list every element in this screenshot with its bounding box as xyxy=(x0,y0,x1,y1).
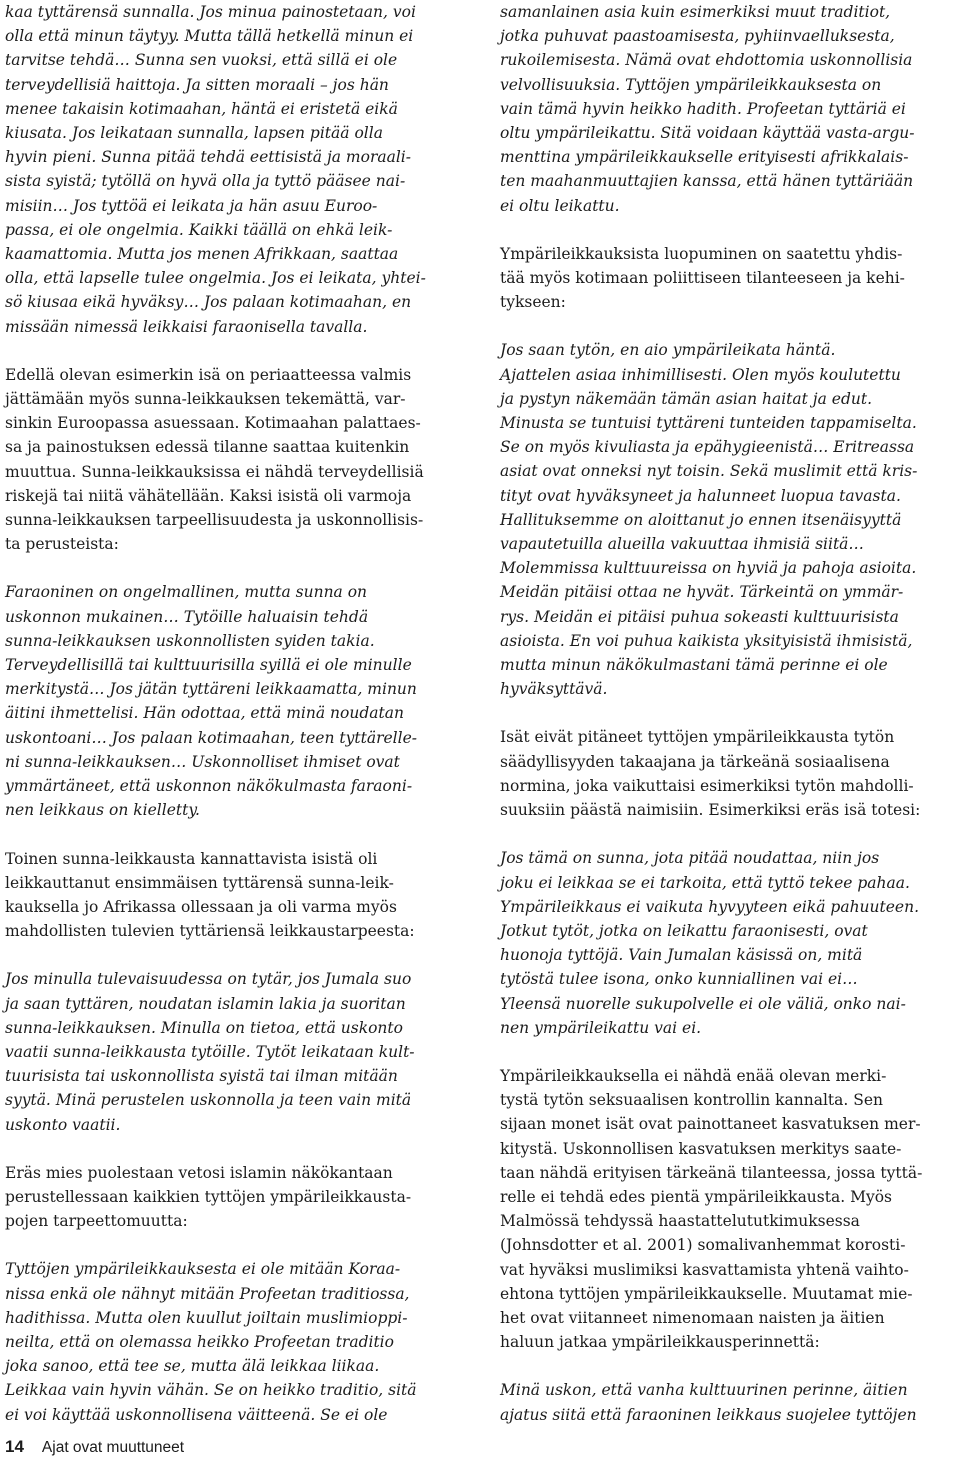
text-line: Jos tämä on sunna, jota pitää noudattaa, niin jos xyxy=(500,849,880,868)
text-line: uskonto vaatii. xyxy=(5,1115,121,1134)
text-line: tuurisista tai uskonnollista syistä tai ilman mitään xyxy=(5,1067,398,1086)
text-line: Malmössä tehdyssä haastattelututkimuksessa xyxy=(500,1212,860,1231)
text-line: tytöstä tulee isona, onko kunniallinen vai ei… xyxy=(500,970,858,989)
text-line: Minusta se tuntuisi tyttäreni tunteiden tappamiselta. xyxy=(500,414,917,433)
text-line: passa, ei ole ongelmia. Kaikki täällä on ehkä leik- xyxy=(5,220,393,239)
text-line: sunna-leikkauksen uskonnollisten syiden takia. xyxy=(5,631,375,650)
text-line: muuttua. Sunna-leikkauksissa ei nähdä terveydellisiä xyxy=(5,462,424,481)
text-line: mutta minun näkökulmastani tämä perinne ei ole xyxy=(500,656,888,675)
text-line: Hallituksemme on aloittanut jo ennen itsenäisyyttä xyxy=(500,510,902,529)
block-quote xyxy=(500,846,956,1040)
text-line: kaa tyttärensä sunnalla. Jos minua painostetaan, voi xyxy=(5,3,416,21)
body-paragraph xyxy=(500,1064,956,1354)
text-line: kiusata. Jos leikataan sunnalla, lapsen pitää olla xyxy=(5,124,383,143)
text-line: nen leikkaus on kielletty. xyxy=(5,801,200,820)
text-line: neilta, että on olemassa heikko Profeetan traditio xyxy=(5,1332,394,1351)
body-paragraph xyxy=(500,725,956,822)
text-line: Faraoninen on ongelmallinen, mutta sunna on xyxy=(5,583,368,602)
text-line: oltu ympärileikattu. Sitä voidaan käyttää vasta-argu- xyxy=(500,124,915,143)
text-line: Toinen sunna-leikkausta kannattavista isistä oli xyxy=(5,849,378,868)
text-line: Ajattelen asiaa inhimillisesti. Olen myös koulutettu xyxy=(500,365,901,384)
text-line: missään nimessä leikkaisi faraonisella tavalla. xyxy=(5,317,368,336)
text-line: vat hyväksi muslimiksi kasvattamista yhtenä vaihto- xyxy=(500,1260,909,1279)
publication-title: Ajat ovat muuttuneet xyxy=(41,1439,185,1456)
text-line: uskontoani… Jos palaan kotimaahan, teen tyttärelle- xyxy=(5,728,417,747)
left-column xyxy=(5,0,461,1451)
text-line: asioista. En voi puhua kaikista yksityisistä ihmisistä, xyxy=(500,631,913,650)
text-line: merkitystä… Jos jätän tyttäreni leikkaamatta, minun xyxy=(5,680,417,699)
text-line: menttina ympärileikkaukselle erityisesti afrikkalais- xyxy=(500,148,909,167)
text-line: sunna-leikkauksen tarpeellisuudesta ja uskonnollisis- xyxy=(5,511,424,530)
block-quote xyxy=(5,1257,461,1426)
text-line: hyväksyttävä. xyxy=(500,680,608,699)
body-paragraph xyxy=(5,847,461,944)
text-line: tykseen: xyxy=(500,293,566,312)
block-quote xyxy=(500,338,956,701)
text-line: leikkauttanut ensimmäisen tyttärensä sunna-leik- xyxy=(5,873,394,892)
text-line: ja pystyn näkemään tämän asian haitat ja edut. xyxy=(500,389,873,408)
text-line: uskonnon mukainen… Tytöille haluaisin tehdä xyxy=(5,607,369,626)
block-quote xyxy=(500,0,956,218)
text-line: ni sunna-leikkauksen… Uskonnolliset ihmiset ovat xyxy=(5,752,400,771)
text-line: Molemmissa kulttuureissa on hyviä ja pahoja asioita. xyxy=(500,559,917,578)
text-line: relle ei tehdä edes pientä ympärileikkausta. Myös xyxy=(500,1187,892,1206)
text-line: sö kiusaa eikä hyväksy… Jos palaan kotimaahan, en xyxy=(5,293,412,312)
text-line: Yleensä nuorelle sukupolvelle ei ole väliä, onko nai- xyxy=(500,994,906,1013)
text-line: sunna-leikkauksen. Minulla on tietoa, että uskonto xyxy=(5,1018,403,1037)
block-quote xyxy=(500,1378,956,1426)
text-line: Leikkaa vain hyvin vähän. Se on heikko traditio, sitä xyxy=(5,1381,417,1400)
text-line: rys. Meidän ei pitäisi puhua sokeasti kulttuurisista xyxy=(500,607,899,626)
text-line: jotka puhuvat paastoamisesta, pyhiinvaelluksesta, xyxy=(500,27,895,46)
text-line: menee takaisin kotimaahan, häntä ei eristetä eikä xyxy=(5,99,398,118)
text-line: perustellessaan kaikkien tyttöjen ympärileikkausta- xyxy=(5,1187,412,1206)
text-line: joku ei leikkaa se ei tarkoita, että tyttö tekee pahaa. xyxy=(500,873,910,892)
text-line: hyvin pieni. Sunna pitää tehdä eettisistä ja moraali- xyxy=(5,148,412,167)
text-line: olla, että lapselle tulee ongelmia. Jos ei leikata, yhtei- xyxy=(5,269,426,288)
text-line: huonoja tyttöjä. Vain Jumalan käsissä on, mitä xyxy=(500,946,863,965)
text-line: äitini ihmettelisi. Hän odottaa, että minä noudatan xyxy=(5,704,404,723)
text-line: kitystä. Uskonnollisen kasvatuksen merkitys saate- xyxy=(500,1139,902,1158)
text-line: olla että minun täytyy. Mutta tällä hetkellä minun ei xyxy=(5,27,414,46)
block-quote xyxy=(5,0,461,339)
text-line: pojen tarpeettomuutta: xyxy=(5,1212,188,1231)
text-line: (Johnsdotter et al. 2001) somalivanhemmat korosti- xyxy=(500,1236,906,1255)
text-line: vain tämä hyvin heikko hadith. Profeetan tyttäriä ei xyxy=(500,99,906,118)
text-line: sista syistä; tytöllä on hyvä olla ja tyttö pääsee nai- xyxy=(5,172,406,191)
text-line: joka sanoo, että tee se, mutta älä leikkaa liikaa. xyxy=(5,1357,380,1376)
body-paragraph xyxy=(5,1161,461,1234)
text-line: ajatus siitä että faraoninen leikkaus suojelee tyttöjen xyxy=(500,1405,917,1424)
text-line: hadithissa. Mutta olen kuullut joiltain muslimioppi- xyxy=(5,1308,408,1327)
text-line: tityt ovat hyväksyneet ja halunneet luopua tavasta. xyxy=(500,486,901,505)
text-line: asiat ovat onneksi nyt toisin. Sekä muslimit että kris- xyxy=(500,462,918,481)
text-line: mahdollisten tulevien tyttäriensä leikkaustarpeesta: xyxy=(5,922,415,941)
text-line: tää myös kotimaan poliittiseen tilanteeseen ja kehi- xyxy=(500,269,905,288)
text-line: taan nähdä erityisen tärkeänä tilanteessa, jossa tyttä- xyxy=(500,1163,923,1182)
body-paragraph xyxy=(5,363,461,557)
text-line: kauksella jo Afrikassa ollessaan ja oli varma myös xyxy=(5,897,397,916)
text-line: ei voi käyttää uskonnollisena väitteenä. Se ei ole xyxy=(5,1405,388,1424)
text-line: Minä uskon, että vanha kulttuurinen perinne, äitien xyxy=(500,1381,908,1400)
text-line: ja saan tyttären, noudatan islamin lakia ja suoritan xyxy=(5,994,406,1013)
text-line: het ovat viitanneet nimenomaan naisten ja äitien xyxy=(500,1308,885,1327)
right-column xyxy=(500,0,956,1451)
text-line: ei oltu leikattu. xyxy=(500,196,620,215)
text-line: Jos saan tytön, en aio ympärileikata häntä. xyxy=(500,341,836,360)
text-line: Jos minulla tulevaisuudessa on tytär, jos Jumala suo xyxy=(5,970,412,989)
block-quote xyxy=(5,580,461,822)
text-line: Eräs mies puolestaan vetosi islamin näkökantaan xyxy=(5,1163,393,1182)
text-line: Ympärileikkaus ei vaikuta hyvyyteen eikä pahuuteen. xyxy=(500,897,919,916)
text-line: sijaan monet isät ovat painottaneet kasvatuksen mer- xyxy=(500,1115,921,1134)
text-line: Edellä olevan esimerkin isä on periaatteessa valmis xyxy=(5,365,412,384)
text-line: suuksiin päästä naimisiin. Esimerkiksi eräs isä totesi: xyxy=(500,801,921,820)
page-footer xyxy=(5,1437,184,1457)
text-line: Isät eivät pitäneet tyttöjen ympärileikkausta tytön xyxy=(500,728,895,747)
text-line: misiin… Jos tyttöä ei leikata ja hän asuu Euroo- xyxy=(5,196,378,215)
text-line: nissa enkä ole nähnyt mitään Profeetan traditiossa, xyxy=(5,1284,410,1303)
text-line: tystä tytön seksuaalisen kontrollin kannalta. Sen xyxy=(500,1091,884,1110)
text-line: Tyttöjen ympärileikkauksesta ei ole mitään Koraa- xyxy=(5,1260,401,1279)
text-line: Meidän pitäisi ottaa ne hyvät. Tärkeintä on ymmär- xyxy=(500,583,904,602)
page-number: 14 xyxy=(5,1437,24,1456)
text-line: vaatii sunna-leikkausta tytöille. Tytöt leikataan kult- xyxy=(5,1042,415,1061)
text-line: haluun jatkaa ympärileikkausperinnettä: xyxy=(500,1333,820,1352)
text-line: sinkin Euroopassa asuessaan. Kotimaahan palattaes- xyxy=(5,414,421,433)
text-line: Terveydellisillä tai kulttuurisilla syillä ei ole minulle xyxy=(5,656,412,675)
text-line: riskejä tai niitä vähätellään. Kaksi isistä oli varmoja xyxy=(5,486,412,505)
text-line: Jotkut tytöt, jotka on leikattu faraonisesti, ovat xyxy=(500,921,868,940)
text-line: normina, joka vaikuttaisi esimerkiksi tytön mahdolli- xyxy=(500,776,914,795)
text-line: Ympärileikkauksella ei nähdä enää olevan merki- xyxy=(500,1066,887,1085)
text-line: syytä. Minä perustelen uskonnolla ja teen vain mitä xyxy=(5,1091,412,1110)
text-line: ten maahanmuuttajien kanssa, että hänen tyttäriään xyxy=(500,172,914,191)
text-line: ymmärtäneet, että uskonnon näkökulmasta faraoni- xyxy=(5,777,413,796)
text-line: nen ympärileikattu vai ei. xyxy=(500,1018,702,1037)
block-quote xyxy=(5,967,461,1136)
text-line: Se on myös kivuliasta ja epähygieenistä… Eritreassa xyxy=(500,438,915,457)
text-line: vapautetuilla alueilla vakuuttaa ihmisiä siitä… xyxy=(500,535,864,554)
text-line: säädyllisyyden takaajana ja tärkeänä sosiaalisena xyxy=(500,752,890,771)
text-line: velvollisuuksia. Tyttöjen ympärileikkauksesta on xyxy=(500,75,882,94)
body-paragraph xyxy=(500,242,956,315)
text-line: tarvitse tehdä… Sunna sen vuoksi, että sillä ei ole xyxy=(5,51,398,70)
text-line: ta perusteista: xyxy=(5,535,119,554)
text-line: sa ja painostuksen edessä tilanne saattaa kuitenkin xyxy=(5,438,410,457)
text-line: rukoilemisesta. Nämä ovat ehdottomia uskonnollisia xyxy=(500,51,913,70)
text-line: Ympärileikkauksista luopuminen on saatettu yhdis- xyxy=(500,244,903,263)
text-line: samanlainen asia kuin esimerkiksi muut traditiot, xyxy=(500,3,891,21)
text-line: kaamattomia. Mutta jos menen Afrikkaan, saattaa xyxy=(5,245,399,264)
text-line: jättämään myös sunna-leikkauksen tekemättä, var- xyxy=(5,390,406,409)
text-line: ehtona tyttöjen ympärileikkaukselle. Muutamat mie- xyxy=(500,1284,913,1303)
text-line: terveydellisiä haittoja. Ja sitten moraali – jos hän xyxy=(5,75,389,94)
